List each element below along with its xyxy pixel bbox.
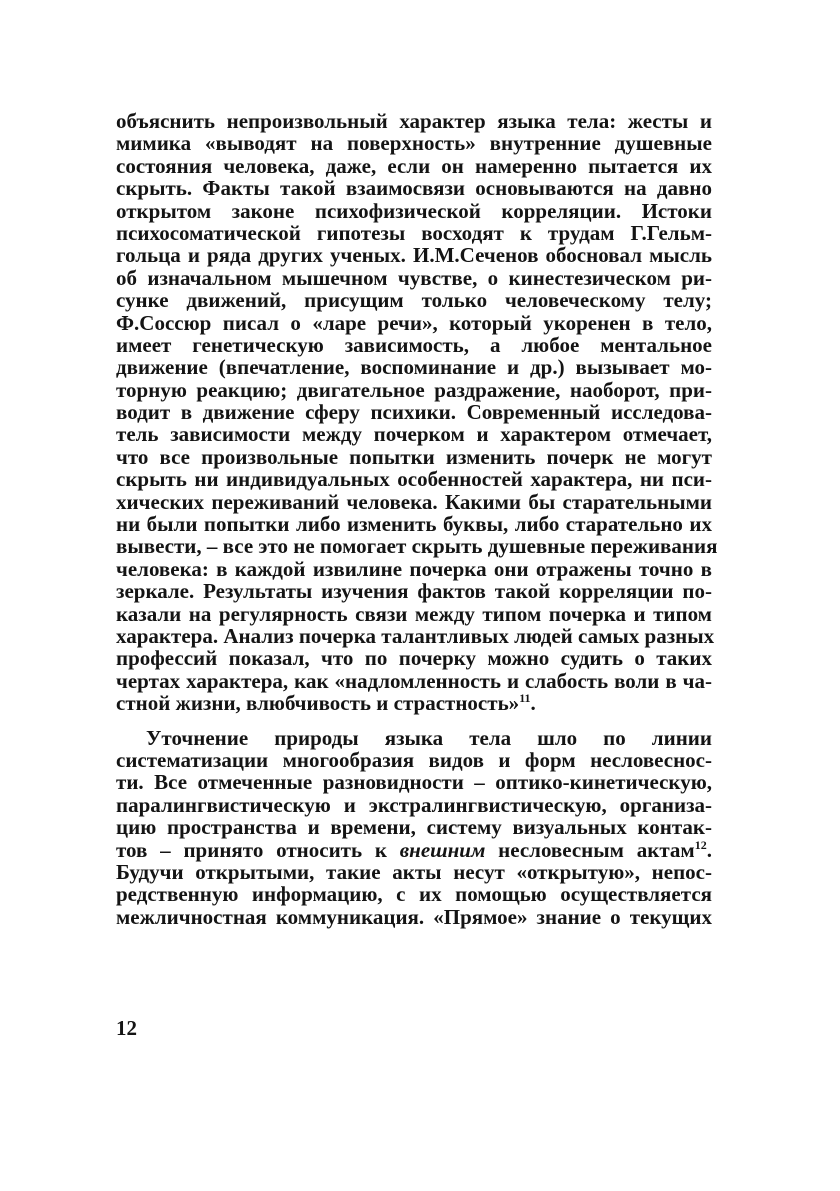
text-line: открытом законе психофизической корреляции. Истоки: [116, 198, 712, 223]
text-line: чертах характера, как «надломленность и слабость воли в ча-: [116, 668, 712, 693]
text-line: имеет генетическую зависимость, а любое ментальное: [116, 332, 712, 357]
text-line: скрыть ни индивидуальных особенностей характера, ни пси-: [116, 467, 712, 492]
text-line: объяснить непроизвольный характер языка тела: жесты и: [116, 109, 712, 133]
text-line: Ф.Соссюр писал о «ларе речи», который укоренен в тело,: [116, 310, 712, 335]
emphasis-word: внешним: [399, 837, 486, 862]
text-line: паралингвистическую и экстралингвистическую, организа-: [116, 792, 712, 817]
footnote-ref: 11: [519, 691, 531, 706]
text-line: хических переживаний человека. Какими бы старательными: [116, 489, 712, 514]
text-line: редственную информацию, с их помощью осуществляется: [116, 882, 712, 907]
text-line: Уточнение природы языка тела шло по линии: [146, 725, 712, 750]
body-text: [116, 109, 718, 929]
text-fragment: .: [530, 691, 536, 716]
text-fragment: несловесным актам: [485, 837, 695, 862]
footnote-ref: 12: [694, 837, 707, 852]
text-line: об изначальном мышечном чувстве, о кинестезическом ри-: [116, 265, 712, 290]
text-line: ти. Все отмеченные разновидности – оптико-кинетическую,: [116, 770, 712, 795]
text-line: гольца и ряда других ученых. И.М.Сеченов обосновал мысль: [116, 243, 712, 268]
text-line: состояния человека, даже, если он намеренно пытается их: [116, 153, 712, 178]
text-line: тель зависимости между почерком и характером отмечает,: [116, 422, 712, 447]
text-line: что все произвольные попытки изменить почерк не могут: [116, 444, 712, 469]
text-line: цию пространства и времени, систему визуальных контак-: [116, 815, 712, 840]
text-line: вывести, – все это не помогает скрыть душевные переживания: [116, 534, 718, 559]
text-line: человека: в каждой извилине почерка они отражены точно в: [116, 556, 712, 581]
text-line: скрыть. Факты такой взаимосвязи основываются на давно: [116, 176, 712, 201]
text-line: характера. Анализ почерка талантливых людей самых разных: [116, 623, 715, 648]
text-line: торную реакцию; двигательное раздражение, наоборот, при-: [116, 377, 712, 402]
paragraph-2: [116, 727, 712, 929]
text-line: движение (впечатление, воспоминание и др.) вызывает мо-: [116, 355, 712, 380]
text-line: водит в движение сферу психики. Современный исследова-: [116, 400, 712, 425]
text-fragment: .: [706, 837, 712, 862]
text-line: [116, 692, 712, 714]
text-line: психосоматической гипотезы восходят к трудам Г.Гельм-: [116, 220, 712, 245]
text-line: Будучи открытыми, такие акты несут «открытую», непос-: [116, 859, 712, 884]
page-number: 12: [116, 1016, 137, 1040]
text-line: систематизации многообразия видов и форм несловеснос-: [116, 747, 712, 772]
text-line: [116, 839, 712, 861]
text-line: казали на регулярность связи между типом почерка и типом: [116, 601, 712, 626]
text-line: зеркале. Результаты изучения фактов такой корреляции по-: [116, 579, 712, 604]
paragraph-1: [116, 109, 718, 716]
text-line: межличностная коммуникация. «Прямое» знание о текущих: [116, 904, 712, 929]
text-line: профессий показал, что по почерку можно судить о таких: [116, 646, 712, 671]
text-fragment: стной жизни, влюбчивость и страстность»: [116, 691, 520, 716]
text-line: сунке движений, присущим только человеческому телу;: [116, 288, 712, 313]
text-line: мимика «выводят на поверхность» внутренние душевные: [116, 131, 712, 156]
text-line: ни были попытки либо изменить буквы, либо старательно их: [116, 512, 712, 537]
text-fragment: тов – принято относить к: [116, 837, 400, 862]
